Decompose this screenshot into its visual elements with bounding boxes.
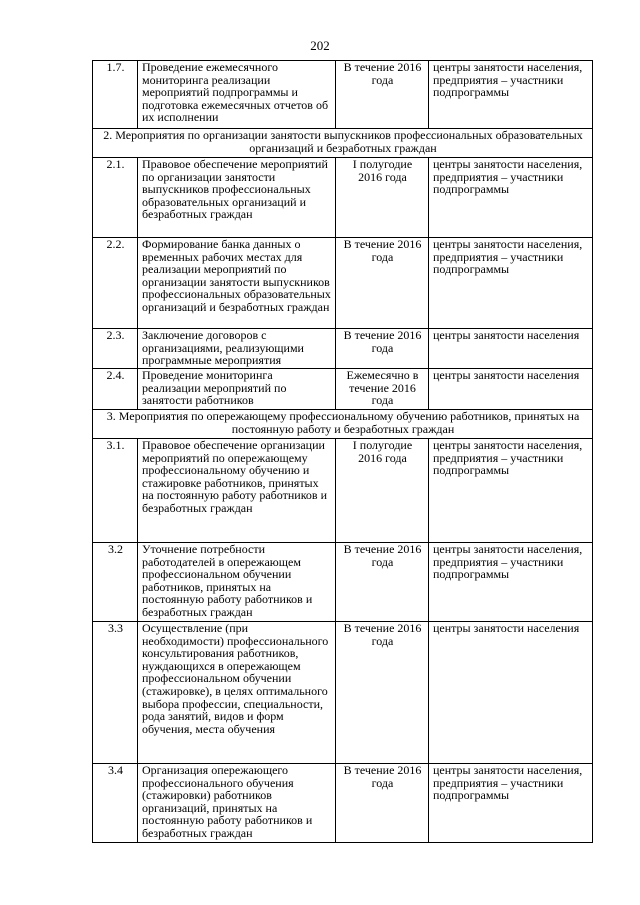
item-name: Организация опережающего профессионального обучения (стажировки) работников организаций, принятых на постоянную работу работников и безработных граждан — [138, 764, 336, 843]
item-name: Осуществление (при необходимости) профессионального консультирования работников, нуждающихся в опережающем профессиональном обучении (стажировке), в целях оптимального выбора профессии, специальности, рода занятий, видов и форм обучения, места обучения — [138, 622, 336, 764]
table-row — [93, 764, 593, 843]
table-row — [93, 439, 593, 543]
item-responsible: центры занятости населения, предприятия – участники подпрограммы — [429, 158, 593, 238]
item-number: 3.2 — [93, 543, 138, 622]
table-row — [93, 543, 593, 622]
section-header-row — [93, 129, 593, 158]
table-row — [93, 158, 593, 238]
item-number: 2.1. — [93, 158, 138, 238]
item-number: 2.3. — [93, 329, 138, 369]
item-responsible: центры занятости населения, предприятия – участники подпрограммы — [429, 764, 593, 843]
item-term: В течение 2016 года — [336, 61, 429, 129]
table-row — [93, 61, 593, 129]
item-name: Проведение мониторинга реализации мероприятий по занятости работников — [138, 369, 336, 410]
item-term: В течение 2016 года — [336, 622, 429, 764]
section-title: 3. Мероприятия по опережающему профессиональному обучению работников, принятых на постоянную работу и безработных граждан — [93, 410, 593, 439]
item-term: В течение 2016 года — [336, 764, 429, 843]
item-responsible: центры занятости населения, предприятия – участники подпрограммы — [429, 238, 593, 329]
item-term: Ежемесячно в течение 2016 года — [336, 369, 429, 410]
item-name: Правовое обеспечение мероприятий по организации занятости выпускников профессиональных образовательных организаций и безработных граждан — [138, 158, 336, 238]
item-responsible: центры занятости населения, предприятия – участники подпрограммы — [429, 543, 593, 622]
item-name: Проведение ежемесячного мониторинга реализации мероприятий подпрограммы и подготовка ежемесячных отчетов об их исполнении — [138, 61, 336, 129]
activities-table — [92, 60, 593, 843]
item-responsible: центры занятости населения — [429, 622, 593, 764]
item-responsible: центры занятости населения, предприятия – участники подпрограммы — [429, 439, 593, 543]
item-name: Правовое обеспечение организации мероприятий по опережающему профессиональному обучению и стажировке работников, принятых на постоянную работу работников и безработных граждан — [138, 439, 336, 543]
item-term: I полугодие 2016 года — [336, 158, 429, 238]
section-title: 2. Мероприятия по организации занятости выпускников профессиональных образовательных организаций и безработных граждан — [93, 129, 593, 158]
item-name: Уточнение потребности работодателей в опережающем профессиональном обучении работников, принятых на постоянную работу работников и безработных граждан — [138, 543, 336, 622]
item-number: 3.1. — [93, 439, 138, 543]
page-number: 202 — [310, 38, 330, 53]
item-number: 2.2. — [93, 238, 138, 329]
item-name: Заключение договоров с организациями, реализующими программные мероприятия — [138, 329, 336, 369]
item-number: 1.7. — [93, 61, 138, 129]
item-term: В течение 2016 года — [336, 543, 429, 622]
table-row — [93, 329, 593, 369]
item-number: 3.4 — [93, 764, 138, 843]
section-header-row — [93, 410, 593, 439]
item-number: 2.4. — [93, 369, 138, 410]
item-responsible: центры занятости населения — [429, 369, 593, 410]
item-responsible: центры занятости населения — [429, 329, 593, 369]
item-number: 3.3 — [93, 622, 138, 764]
item-responsible: центры занятости населения, предприятия – участники подпрограммы — [429, 61, 593, 129]
item-term: I полугодие 2016 года — [336, 439, 429, 543]
table-row — [93, 238, 593, 329]
item-term: В течение 2016 года — [336, 329, 429, 369]
table-row — [93, 622, 593, 764]
table-row — [93, 369, 593, 410]
item-term: В течение 2016 года — [336, 238, 429, 329]
item-name: Формирование банка данных о временных рабочих местах для реализации мероприятий по организации занятости выпускников профессиональных образовательных организаций и безработных граждан — [138, 238, 336, 329]
